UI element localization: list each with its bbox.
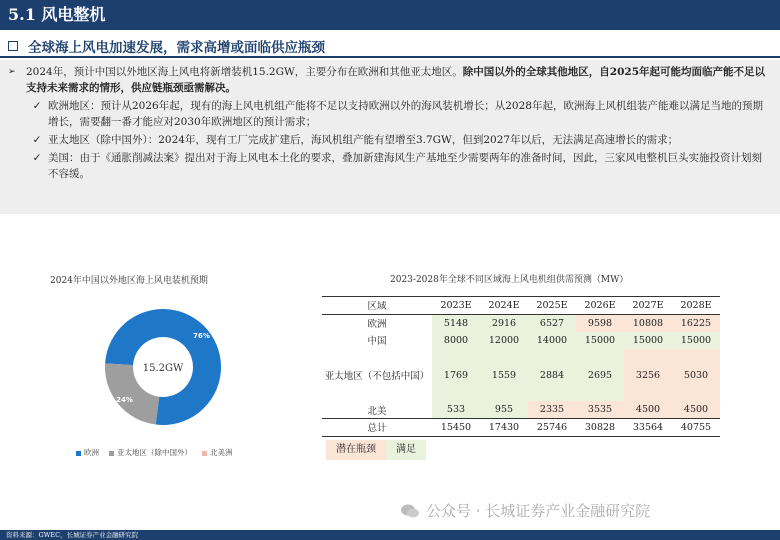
body-text-box: [0, 60, 780, 214]
value-cell: 5030: [672, 349, 720, 401]
sub-bullet-apac: [26, 132, 770, 148]
region-cell: 亚太地区（不包括中国）: [324, 371, 430, 382]
value-cell: 2884: [528, 349, 576, 401]
sub-bullet-text: 欧洲地区：预计从2026年起，现有的海上风电机组产能将不足以支持欧洲以外的海风装机增长；从2028年起，欧洲海上风机组装产能难以满足当地的预期增长，需要翻一番才能应对2030年欧洲地区的预计需求；: [48, 100, 763, 128]
table-row-europe: [322, 314, 720, 332]
table-row-apac: [322, 349, 720, 401]
value-cell: 4500: [672, 401, 720, 419]
table-title: 2023-2028年全球不同区域海上风电机组供需预测（MW）: [390, 275, 629, 285]
value-cell: 1769: [432, 349, 480, 401]
sub-bullet-us: [26, 150, 770, 182]
sub-bullet-europe: [26, 98, 770, 130]
value-cell: 10808: [624, 314, 672, 332]
donut-chart-title: 2024年中国以外地区海上风电装机预期: [50, 276, 208, 286]
header-cell: 区域: [322, 297, 432, 315]
donut-legend: [76, 447, 233, 458]
main-bullet-part1: 2024年，预计中国以外地区海上风电将新增装机15.2GW，主要分布在欧洲和其他亚太地区。: [26, 66, 463, 78]
value-cell: 6527: [528, 314, 576, 332]
value-cell: 2335: [528, 401, 576, 419]
arrow-bullet-icon: ➢: [8, 67, 16, 77]
header-cell: 2025E: [528, 297, 576, 315]
value-cell: 40755: [672, 419, 720, 437]
value-cell: 14000: [528, 332, 576, 350]
key-satisfied: 满足: [386, 440, 426, 460]
region-cell: 总计: [322, 419, 432, 437]
check-icon: ✓: [32, 134, 42, 146]
subheading-text: 全球海上风电加速发展，需求高增或面临供应瓶颈: [28, 40, 325, 56]
main-bullet-part2-bold: 除中国以外的全球其他地区，自2025年起可能均面临产能不足以支持未来需求的情形，供应链瓶颈亟需解决。: [26, 66, 766, 94]
main-bullet-text: [26, 64, 770, 96]
value-cell: 15000: [576, 332, 624, 350]
value-cell: 4500: [624, 401, 672, 419]
sub-bullet-text: 美国：由于《通胀削减法案》提出对于海上风电本土化的要求，叠加新建海风生产基地至少需要两年的准备时间，因此，三家风电整机巨头实施投资计划刻不容缓。: [48, 152, 762, 180]
value-cell: 15000: [672, 332, 720, 350]
check-icon: ✓: [32, 100, 42, 112]
value-cell: 5148: [432, 314, 480, 332]
table-header-row: [322, 297, 720, 315]
supply-demand-table: [322, 296, 720, 437]
value-cell: 12000: [480, 332, 528, 350]
donut-svg: [104, 308, 222, 426]
check-icon: ✓: [32, 152, 42, 164]
table-color-key: [326, 440, 426, 460]
header-cell: 2023E: [432, 297, 480, 315]
value-cell: 15000: [624, 332, 672, 350]
value-cell: 30828: [576, 419, 624, 437]
value-cell: 15450: [432, 419, 480, 437]
value-cell: 3256: [624, 349, 672, 401]
region-cell: 中国: [367, 336, 387, 348]
key-shortage: 潜在瓶颈: [326, 440, 386, 460]
value-cell: 17430: [480, 419, 528, 437]
legend-item-apac: 亚太地区（除中国外）: [109, 447, 192, 458]
value-cell: 8000: [432, 332, 480, 350]
value-cell: 25746: [528, 419, 576, 437]
watermark: [400, 500, 650, 521]
page-title: 5.1 风电整机: [0, 0, 780, 30]
value-cell: 2916: [480, 314, 528, 332]
sub-bullet-text: 亚太地区（除中国外）：2024年，现有工厂完成扩建后，海风机组产能有望增至3.7GW，但到2027年以后，无法满足高速增长的需求；: [48, 134, 679, 146]
table-row-china: [322, 332, 720, 350]
source-footer: 资料来源：GWEC，长城证券产业金融研究院: [0, 530, 780, 540]
header-cell: 2028E: [672, 297, 720, 315]
value-cell: 2695: [576, 349, 624, 401]
donut-slice-label: 24%: [116, 395, 133, 404]
value-cell: 1559: [480, 349, 528, 401]
region-cell: 北美: [367, 405, 387, 417]
region-cell: 欧洲: [367, 319, 387, 330]
donut-center-label: 15.2GW: [142, 363, 184, 374]
table-row-na: [322, 401, 720, 419]
legend-item-na: 北美洲: [202, 447, 233, 458]
value-cell: 533: [432, 401, 480, 419]
main-bullet: [8, 64, 770, 96]
value-cell: 955: [480, 401, 528, 419]
divider: [0, 56, 780, 58]
table-row-total: [322, 419, 720, 437]
watermark-text: 公众号 · 长城证券产业金融研究院: [426, 502, 651, 520]
value-cell: 3535: [576, 401, 624, 419]
legend-item-europe: 欧洲: [76, 447, 99, 458]
donut-slice-label: 76%: [193, 332, 210, 341]
header-cell: 2026E: [576, 297, 624, 315]
value-cell: 9598: [576, 314, 624, 332]
square-bullet-icon: [8, 41, 18, 51]
header-cell: 2027E: [624, 297, 672, 315]
section-subheading: [8, 36, 325, 56]
header-cell: 2024E: [480, 297, 528, 315]
value-cell: 16225: [672, 314, 720, 332]
wechat-icon: [400, 503, 420, 519]
value-cell: 33564: [624, 419, 672, 437]
donut-chart: [104, 308, 222, 426]
